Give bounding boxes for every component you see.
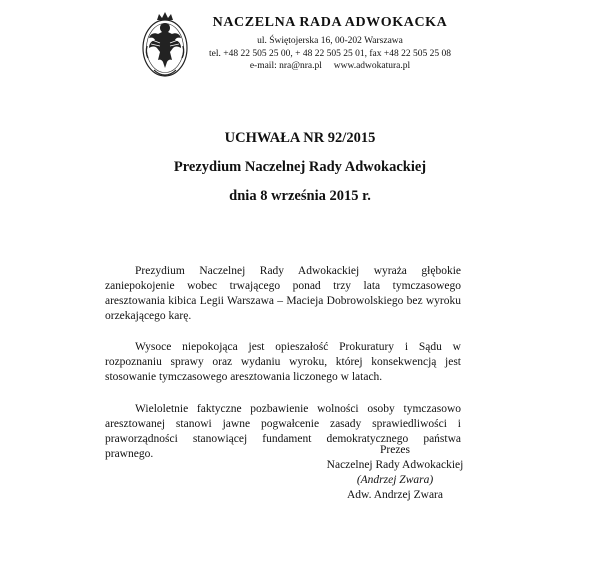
body-paragraph: Wieloletnie faktyczne pozbawienie wolności osoby tymczasowo aresztowanej stanowi jawne pogwałcenie zasady sprawiedliwości i praworządności stanowiącej fundament demokratycznego państwa prawnego. [105, 403, 461, 460]
organization-phone: tel. +48 22 505 25 00, + 48 22 505 25 01, fax +48 22 505 25 08 [209, 48, 451, 59]
resolution-date: dnia 8 września 2015 r. [229, 188, 371, 204]
resolution-body: Prezydium Naczelnej Rady Adwokackiej [173, 159, 427, 175]
resolution-title-block [0, 124, 600, 211]
body-paragraph: Wysoce niepokojąca jest opieszałość Prokuratury i Sądu w rozpoznaniu sprawy oraz wydaniu wyroku, której konsekwencją jest stosowanie tymczasowego aresztowania liczonego w latach. [105, 341, 461, 383]
signature-name: Adw. Andrzej Zwara [346, 489, 443, 501]
letterhead [200, 14, 460, 73]
body-paragraph: Prezydium Naczelnej Rady Adwokackiej wyraża głębokie zaniepokojenie wobec trwającego ponad trzy lata tymczasowego aresztowania kibica Legii Warszawa – Macieja Dobrowolskiego bez wyroku orzekającego karę. [105, 265, 461, 322]
signature-organization: Naczelnej Rady Adwokackiej [326, 459, 464, 471]
signature-block [290, 443, 500, 503]
organization-contact: e-mail: nra@nra.pl www.adwokatura.pl [249, 61, 411, 71]
eagle-emblem-icon [140, 10, 190, 82]
organization-name: NACZELNA RADA ADWOKACKA [212, 15, 448, 30]
resolution-number: UCHWAŁA NR 92/2015 [224, 130, 376, 146]
organization-address: ul. Świętojerska 16, 00-202 Warszawa [257, 36, 403, 46]
signature-role: Prezes [379, 444, 410, 456]
signature-name-italic: (Andrzej Zwara) [356, 474, 434, 486]
